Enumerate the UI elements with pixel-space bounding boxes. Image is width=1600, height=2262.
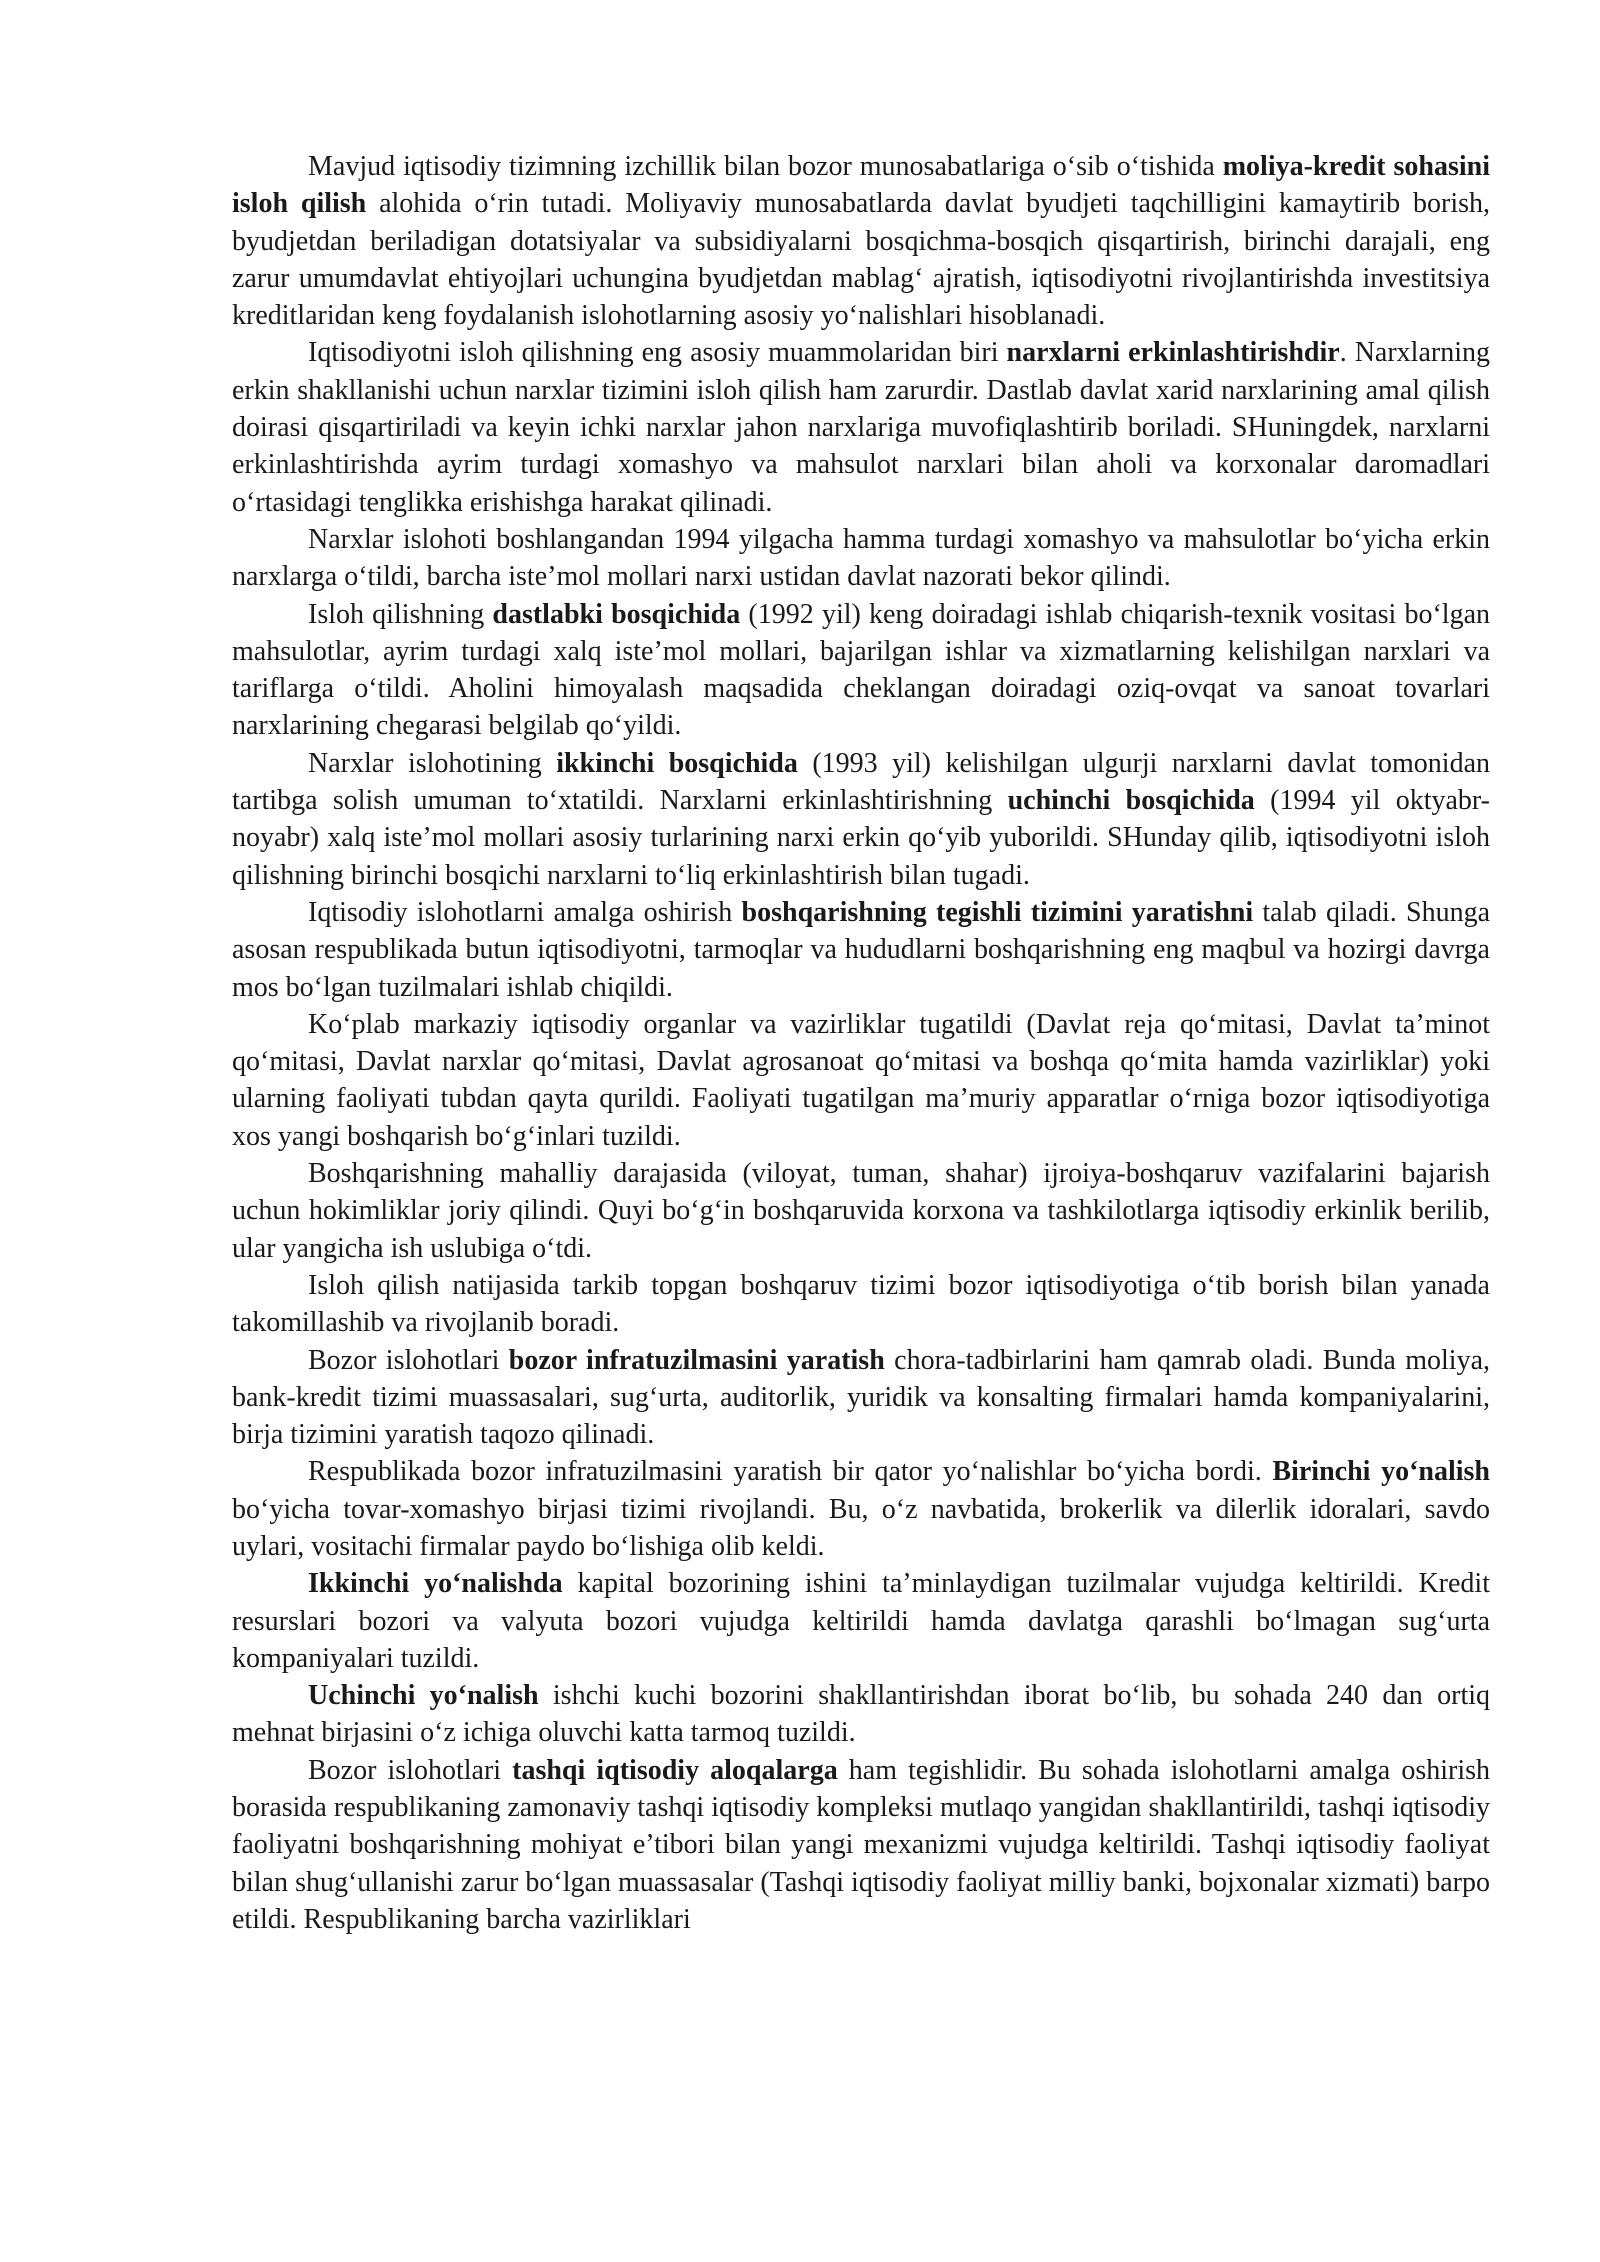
paragraph-text: Narxlar islohoti boshlangandan 1994 yilgacha hamma turdagi xomashyo va mahsulotlar bo‘yicha erkin narxlarga o‘tildi, barcha iste’mol mollari narxi ustidan davlat nazorati bekor qilindi. [232, 523, 1490, 593]
paragraph-text: kapital bozorining ishini ta’minlaydigan tuzilmalar vujudga keltirildi. Kredit resurslari bozori va valyuta bozori vujudga keltirildi hamda davlatga qarashli bo‘lmagan sug‘urta kompaniyalari tuzildi. [232, 1568, 1490, 1674]
paragraph-text: Iqtisodiyotni isloh qilishning eng asosiy muammolaridan biri [308, 337, 1007, 369]
bold-term: dastlabki bosqichida [492, 598, 741, 630]
paragraph-text: . Narxlarning erkin shakllanishi uchun narxlar tizimini isloh qilish ham zarurdir. Dastlab davlat xarid narxlarining amal qilish doirasi qisqartiriladi va keyin ichki narxlar jahon narxlariga muvofiqlashtirib boriladi. SHuningdek, narxlarni erkinlashtirishda ayrim turdagi xomashyo va mahsulot narxlari bilan aholi va korxonalar daromadlari o‘rtasidagi tenglikka erishishga harakat qilinadi. [232, 337, 1490, 518]
bold-term: uchinchi bosqichida [1007, 785, 1255, 817]
paragraph [232, 894, 1490, 1006]
paragraph-text: (1994 yil oktyabr-noyabr) xalq iste’mol mollari asosiy turlarining narxi erkin qo‘yib yuborildi. SHunday qilib, iqtisodiyotni isloh qilishning birinchi bosqichi narxlarni to‘liq erkinlashtirish bilan tugadi. [232, 785, 1490, 891]
paragraph [232, 1267, 1490, 1342]
paragraph [232, 745, 1490, 894]
paragraph-text: Mavjud iqtisodiy tizimning izchillik bilan bozor munosabatlariga o‘sib o‘tishida [308, 151, 1223, 182]
bold-term: bozor infratuzilmasini yaratish [508, 1344, 885, 1376]
paragraph [232, 1342, 1490, 1454]
bold-term: tashqi iqtisodiy aloqalarga [512, 1754, 838, 1786]
bold-term: Ikkinchi yo‘nalishda [308, 1568, 563, 1600]
bold-term: moliya-kredit sohasini isloh qilish [232, 151, 1490, 220]
paragraph [232, 1565, 1490, 1677]
bold-term: Birinchi yo‘nalish [1272, 1456, 1490, 1488]
paragraph [232, 1677, 1490, 1752]
paragraph [232, 1453, 1490, 1565]
paragraph-text: Isloh qilishning [308, 598, 493, 630]
paragraph [232, 521, 1490, 596]
paragraph [232, 596, 1490, 745]
document-body [232, 148, 1490, 1938]
paragraph [232, 1752, 1490, 1938]
paragraph [232, 1006, 1490, 1155]
paragraph-text: chora-tadbirlarini ham qamrab oladi. Bunda moliya, bank-kredit tizimi muassasalari, sug‘urta, auditorlik, yuridik va konsalting firmalari hamda kompaniyalarini, birja tizimini yaratish taqozo qilinadi. [232, 1344, 1490, 1451]
paragraph-text: Iqtisodiy islohotlarni amalga oshirish [308, 896, 742, 928]
paragraph-text: ham tegishlidir. Bu sohada islohotlarni amalga oshirish borasida respublikaning zamonaviy tashqi iqtisodiy kompleksi mutlaqo yangidan shakllantirildi, tashqi iqtisodiy faoliyatni boshqarishning mohiyat e’tibori bilan yangi mexanizmi vujudga keltirildi. Tashqi iqtisodiy faoliyat bilan shug‘ullanishi zarur bo‘lgan muassasalar (Tashqi iqtisodiy faoliyat milliy banki, bojxonalar xizmati) barpo etildi. Respublikaning barcha vazirliklari [232, 1754, 1490, 1935]
paragraph-text: alohida o‘rin tutadi. Moliyaviy munosabatlarda davlat byudjeti taqchilligini kamaytirib borish, byudjetdan beriladigan dotatsiyalar va subsidiyalarni bosqichma-bosqich qisqartirish, birinchi darajali, eng zarur umumdavlat ehtiyojlari uchungina byudjetdan mablag‘ ajratish, iqtisodiyotni rivojlantirishda investitsiya kreditlaridan keng foydalanish islohotlarning asosiy yo‘nalishlari hisoblanadi. [232, 188, 1490, 332]
paragraph-text: talab qiladi. Shunga asosan respublikada butun iqtisodiyotni, tarmoqlar va hududlarni boshqarishning eng maqbul va hozirgi davrga mos bo‘lgan tuzilmalari ishlab chiqildi. [232, 896, 1490, 1003]
paragraph-text: ishchi kuchi bozorini shakllantirishdan iborat bo‘lib, bu sohada 240 dan ortiq mehnat birjasini o‘z ichiga oluvchi katta tarmoq tuzildi. [232, 1680, 1490, 1749]
bold-term: Uchinchi yo‘nalish [308, 1680, 539, 1712]
bold-term: ikkinchi bosqichida [556, 747, 798, 779]
paragraph-text: Ko‘plab markaziy iqtisodiy organlar va vazirliklar tugatildi (Davlat reja qo‘mitasi, Davlat ta’minot qo‘mitasi, Davlat narxlar qo‘mitasi, Davlat agrosanoat qo‘mitasi va boshqa qo‘mita hamda vazirliklar) yoki ularning faoliyati tubdan qayta qurildi. Faoliyati tugatilgan ma’muriy apparatlar o‘rniga bozor iqtisodiyotiga xos yangi boshqarish bo‘g‘inlari tuzildi. [232, 1008, 1490, 1152]
paragraph [232, 334, 1490, 520]
paragraph-text: (1992 yil) keng doiradagi ishlab chiqarish-texnik vositasi bo‘lgan mahsulotlar, ayrim turdagi xalq iste’mol mollari, bajarilgan ishlar va xizmatlarning kelishilgan narxlari va tariflarga o‘tildi. Aholini himoyalash maqsadida cheklangan doiradagi oziq-ovqat va sanoat tovarlari narxlarining chegarasi belgilab qo‘yildi. [232, 598, 1491, 742]
paragraph-text: Boshqarishning mahalliy darajasida (viloyat, tuman, shahar) ijroiya-boshqaruv vazifalarini bajarish uchun hokimliklar joriy qilindi. Quyi bo‘g‘in boshqaruvida korxona va tashkilotlarga iqtisodiy erkinlik berilib, ular yangicha ish uslubiga o‘tdi. [232, 1158, 1490, 1264]
paragraph [232, 148, 1490, 334]
paragraph-text: Narxlar islohotining [308, 747, 557, 779]
paragraph-text: bo‘yicha tovar-xomashyo birjasi tizimi rivojlandi. Bu, o‘z navbatida, brokerlik va dilerlik idoralari, savdo uylari, vositachi firmalar paydo bo‘lishiga olib keldi. [232, 1493, 1490, 1562]
bold-term: boshqarishning tegishli tizimini yaratishni [741, 896, 1254, 928]
paragraph-text: Bozor islohotlari [308, 1754, 513, 1786]
paragraph-text: (1993 yil) kelishilgan ulgurji narxlarni davlat tomonidan tartibga solish umuman to‘xtatildi. Narxlarni erkinlashtirishning [232, 747, 1491, 817]
paragraph-text: Respublikada bozor infratuzilmasini yaratish bir qator yo‘nalishlar bo‘yicha bordi. [308, 1456, 1273, 1488]
bold-term: narxlarni erkinlashtirishdir [1006, 337, 1340, 369]
paragraph-text: Bozor islohotlari [308, 1344, 509, 1376]
paragraph [232, 1155, 1490, 1267]
paragraph-text: Isloh qilish natijasida tarkib topgan boshqaruv tizimi bozor iqtisodiyotiga o‘tib borish bilan yanada takomillashib va rivojlanib boradi. [232, 1269, 1490, 1339]
